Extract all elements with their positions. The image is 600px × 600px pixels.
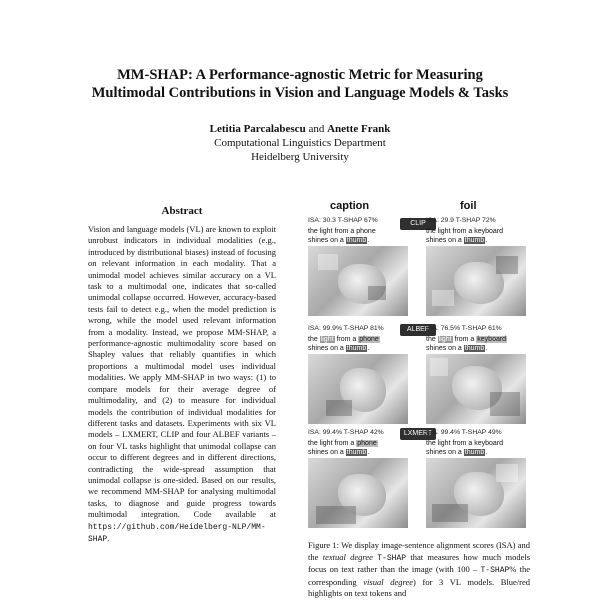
column-header-caption: caption: [330, 200, 370, 212]
sentence-part: the light from a keyboard: [426, 228, 504, 235]
thumb-photo: [426, 458, 526, 528]
highlight-token: thumb: [346, 449, 367, 456]
abstract-text: Vision and language models (VL) are known to exploit unrobust indicators in individual modalities (e.g., introduced by distributional biases) instead of focusing on relevant information in each modality. That a unimodal model achieves similar accuracy on a VL task to a multimodal one, indicates that so-called unimodal collapse occurred. However, accuracy-based tests fail to detect e.g., when the model prediction is wrong, while the model used relevant information from a modality. Instead, we propose MM-SHAP, a performance-agnostic multimodality score based on Shapley values that reliably quantifies in which proportions a multimodal model uses individual modalities. We apply MM-SHAP in two ways: (1) to compare models for their average degree of multimodality, and (2) to measure for individual models the contribution of individual modalities for different tasks and datasets. Experiments with six VL models – LXMERT, CLIP and four ALBEF variants – on four VL tasks highlight that unimodal collapse can occur to different degrees and in different directions, contradicting the wide-spread assumption that unimodal collapse is one-sided. Based on our results, we recommend MM-SHAP for analysing multimodal tasks, to diagnose and guide progress towards multimodal integration. Code available at: [88, 224, 276, 520]
highlight-token: phone: [357, 440, 377, 447]
model-label: LXMERT: [400, 428, 436, 440]
score-line: ISA: 99.4% T-SHAP 49%: [426, 429, 502, 436]
author-and: and: [308, 123, 325, 135]
score-line: ISA: 99.4% T-SHAP 42%: [308, 429, 384, 436]
caption-cell: [308, 428, 408, 536]
highlight-token: thumb: [464, 237, 485, 244]
sentence-part: shines on a: [308, 449, 344, 456]
title-line-1: MM-SHAP: A Performance-agnostic Metric for Measuring: [117, 67, 483, 83]
sentence: [426, 335, 526, 353]
caption-text: % the corresponding: [308, 564, 530, 587]
sentence-part: the light from a: [308, 440, 355, 447]
abstract-heading: Abstract: [161, 205, 203, 217]
sentence: [308, 335, 408, 353]
caption-cell: [308, 216, 408, 324]
caption-text: that measures how much models focus on text rather than the image (with 100 –: [308, 551, 531, 575]
sentence-part: shines on a: [426, 449, 462, 456]
figure-1: [308, 200, 530, 536]
sentence-part: shines on a: [308, 345, 344, 352]
highlight-token: light: [320, 336, 334, 343]
caption-cell: [308, 324, 408, 432]
sentence: [426, 439, 526, 457]
figure-row-albef: [308, 324, 530, 432]
model-label: ALBEF: [400, 324, 436, 336]
sentence-part: the light from a keyboard: [426, 440, 504, 447]
sentence-part: shines on a: [426, 345, 462, 352]
figure-row-lxmert: [308, 428, 530, 536]
score-line: ISA: 30.3 T-SHAP 67%: [308, 217, 378, 224]
caption-mono: T-SHAP: [377, 553, 407, 563]
author-2: Anette Frank: [327, 123, 391, 135]
highlight-token: keyboard: [477, 336, 507, 343]
caption-emphasis: textual degree: [322, 551, 373, 562]
author-1: Letitia Parcalabescu: [209, 123, 306, 135]
paper-title: [40, 66, 560, 102]
abstract-end: .: [107, 532, 110, 543]
title-line-2: Multimodal Contributions in Vision and Language Models & Tasks: [91, 85, 509, 101]
sentence-end: .: [367, 237, 370, 244]
abstract-body: [88, 224, 276, 545]
sentence-end: .: [367, 345, 370, 352]
caption-text: ) for 3 VL models. Blue/red highlights on text tokens and: [308, 576, 530, 599]
author-block: [40, 122, 560, 164]
highlight-token: thumb: [346, 345, 367, 352]
caption-emphasis: visual degree: [363, 576, 414, 587]
score-line: ISA: 29.9 T-SHAP 72%: [426, 217, 496, 224]
highlight-token: phone: [359, 336, 379, 343]
thumb-photo: [308, 246, 408, 316]
caption-mono: T-SHAP: [480, 566, 510, 576]
affiliation-line-1: Computational Linguistics Department: [214, 137, 386, 149]
foil-cell: [426, 324, 526, 432]
affiliation-line-2: Heidelberg University: [251, 151, 349, 163]
thumb-photo: [426, 246, 526, 316]
score-line: ISA: 76.5% T-SHAP 61%: [426, 325, 502, 332]
foil-cell: [426, 216, 526, 324]
score-line: ISA: 99.9% T-SHAP 81%: [308, 325, 384, 332]
code-link[interactable]: https://github.com/Heidelberg-NLP/MM-SHAP: [88, 522, 266, 544]
sentence: [308, 439, 408, 457]
caption-label: Figure 1:: [308, 540, 340, 550]
sentence: [426, 227, 526, 245]
sentence-end: .: [485, 449, 488, 456]
thumb-photo: [308, 458, 408, 528]
sentence-end: .: [485, 237, 488, 244]
sentence-end: .: [485, 345, 488, 352]
highlight-token: thumb: [346, 237, 367, 244]
thumb-photo: [308, 354, 408, 424]
highlight-token: light: [438, 336, 452, 343]
foil-cell: [426, 428, 526, 536]
sentence-part: from a: [336, 336, 357, 343]
sentence-part: the light from a phone: [308, 228, 376, 235]
figure-caption: [308, 540, 530, 600]
sentence-part: shines on a: [308, 237, 344, 244]
highlight-token: thumb: [464, 345, 485, 352]
sentence-part: the: [308, 336, 318, 343]
sentence-end: .: [367, 449, 370, 456]
highlight-token: thumb: [464, 449, 485, 456]
column-header-foil: foil: [460, 200, 477, 212]
model-label: CLIP: [400, 218, 436, 230]
thumb-photo: [426, 354, 526, 424]
sentence: [308, 227, 408, 245]
figure-row-clip: [308, 216, 530, 324]
sentence-part: shines on a: [426, 237, 462, 244]
sentence-part: the: [426, 336, 436, 343]
caption-text: We display image-sentence alignment scores (ISA) and the: [308, 540, 530, 562]
sentence-part: from a: [454, 336, 475, 343]
